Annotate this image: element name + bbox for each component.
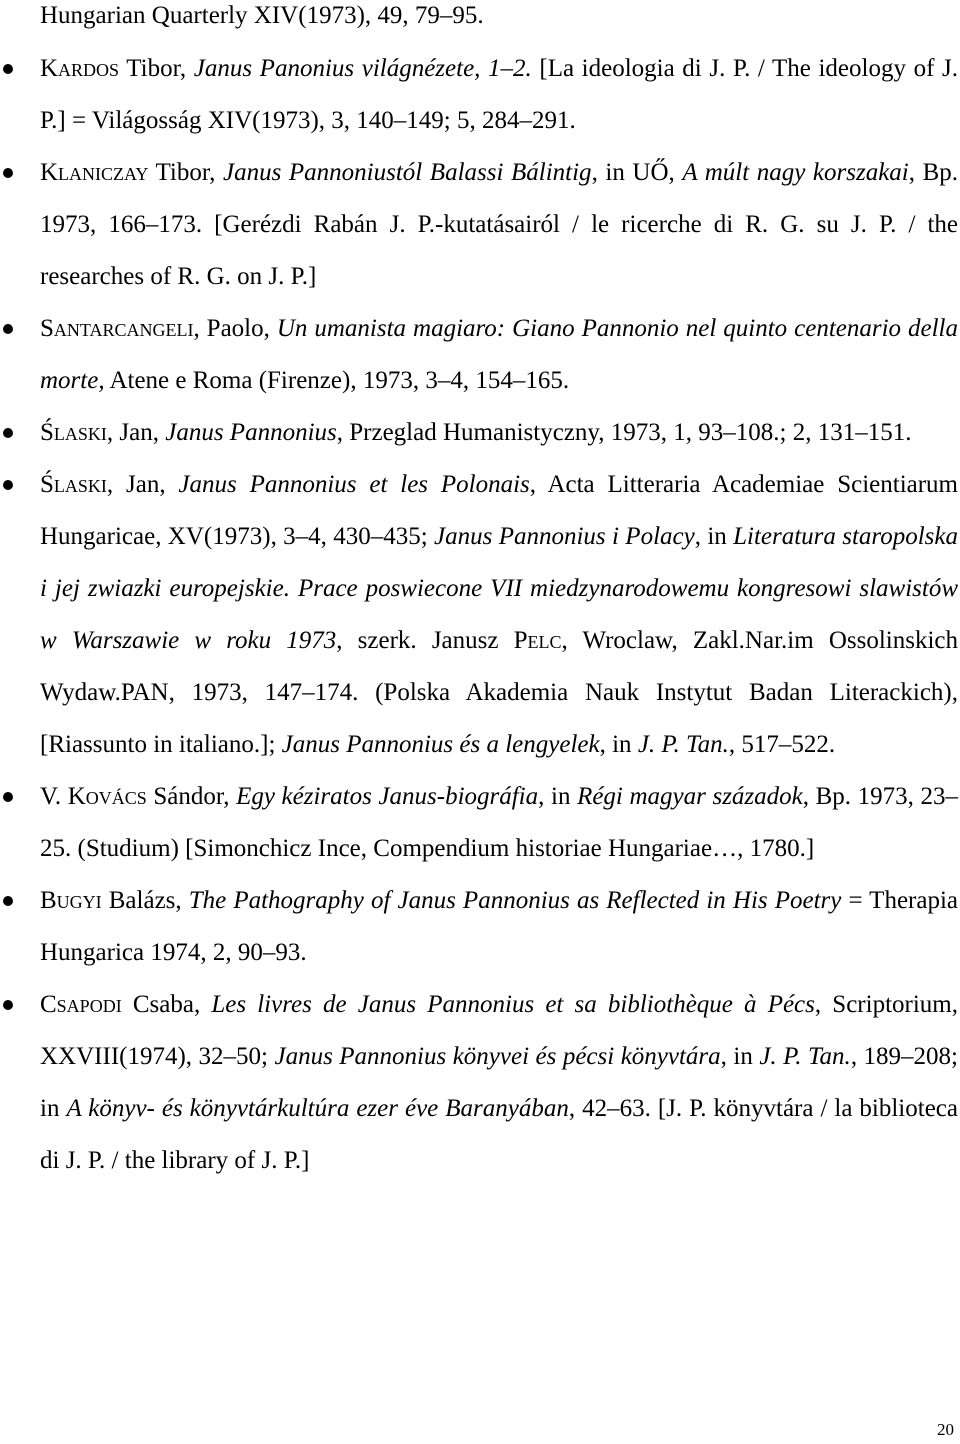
entry-title-text: Janus Pannonius i Polacy [434, 523, 695, 550]
entry-text: , Bp. 1973, 23–25. (Studium) [Simonchicz Ince, Compendium historiae Hungariae…, 1780.] [40, 783, 959, 862]
bullet-icon [3, 792, 13, 802]
entry-author: Ślaski [40, 419, 107, 446]
entry-text: , in [591, 159, 633, 186]
bibliography-entry [0, 459, 958, 771]
entry-text: , in [694, 523, 734, 550]
entry-text: UŐ [632, 159, 669, 186]
entry-text: , Acta Litteraria Academiae Scientiarum Hungaricae, XV(1973), 3–4, 430–435; [40, 471, 959, 550]
entry-title-text: J. P. Tan. [637, 731, 729, 758]
entry-author: Ślaski [40, 471, 107, 498]
bibliography-entry [0, 303, 958, 407]
page-number: 20 [937, 1420, 954, 1439]
entry-text: , 189–208; in [40, 1043, 958, 1122]
entry-title-text: J. P. Tan. [759, 1043, 851, 1070]
entry-title-text: Literatura staropolska i jej zwiazki europejskie. [40, 523, 958, 602]
entry-text: , in [599, 731, 638, 758]
entry-text: Csaba, [121, 991, 212, 1018]
entry-text: Sándor, [146, 783, 237, 810]
entry-title-text: Egy kéziratos Janus-biográfia [236, 783, 539, 810]
entry-text: = Therapia Hungarica 1974, 2, 90–93. [40, 887, 959, 966]
entry-text: Tibor, [119, 55, 194, 82]
entry-author: Bugyi [40, 887, 102, 914]
entry-text: , Paolo, [193, 315, 277, 342]
entry-text: Pelc [513, 627, 562, 654]
entry-title-text: Prace poswiecone VII miedzynarodowemu kongresowi slawistów w Warszawie w roku 1973 [40, 575, 958, 654]
bullet-icon [3, 64, 13, 74]
entry-text: , [668, 159, 683, 186]
entry-title-text: Les livres de Janus Pannonius et sa bibliothèque à Pécs [211, 991, 815, 1018]
entry-author: Santarcangeli [40, 315, 194, 342]
entry-text: Tibor, [148, 159, 223, 186]
entry-title-text: Un umanista magiaro: Giano Pannonio nel quinto centenario della morte, [40, 315, 958, 394]
entry-text: , Bp. 1973, 166–173. [Gerézdi Rabán J. P.-kutatásairól / le ricerche di R. G. su J. P. / the researches of R. G. on J. P.] [40, 159, 958, 290]
entry-title-text: Janus Pannonius et les Polonais [178, 471, 530, 498]
entry-text: , Scriptorium, XXVIII(1974), 32–50; [40, 991, 958, 1070]
entry-author: Csapodi [40, 991, 122, 1018]
entry-title-text: The Pathography of Janus Pannonius as Reflected in His Poetry [188, 887, 842, 914]
continued-entry-line: Hungarian Quarterly XIV(1973), 49, 79–95. [40, 2, 484, 29]
entry-text [290, 575, 298, 602]
bullet-icon [3, 168, 13, 178]
entry-title-text: Régi magyar századok [577, 783, 803, 810]
entry-text: , Wroclaw, Zakl.Nar.im Ossolinskich Wydaw.PAN, 1973, 147–174. (Polska Akademia Nauk Instytut Badan Literackich), [Riassunto in italiano.]; [40, 627, 958, 758]
bibliography-entry [0, 43, 958, 147]
entry-text: , 517–522. [728, 731, 836, 758]
bullet-icon [3, 1000, 13, 1010]
entry-title-text: Janus Pannoniustól Balassi Bálintig [223, 159, 592, 186]
entry-text: , szerk. Janusz [336, 627, 514, 654]
entry-text: , in [538, 783, 578, 810]
entry-text: , Jan, [106, 471, 179, 498]
entry-title-text: Janus Pannonius és a lengyelek [281, 731, 600, 758]
bullet-icon [3, 896, 13, 906]
bibliography-entry [0, 771, 958, 875]
entry-title-text: A könyv- és könyvtárkultúra ezer éve Baranyában [66, 1095, 569, 1122]
entry-text: Balázs, [101, 887, 189, 914]
entry-author: Klaniczay [40, 159, 149, 186]
bullet-icon [3, 428, 13, 438]
entry-title-text: Janus Pannonius [165, 419, 337, 446]
bullet-icon [3, 324, 13, 334]
entry-text: , Przeglad Humanistyczny, 1973, 1, 93–108.; 2, 131–151. [336, 419, 912, 446]
entry-author: V. Kovács [40, 783, 147, 810]
entry-text: , 42–63. [J. P. könyvtára / la biblioteca di J. P. / the library of J. P.] [40, 1095, 958, 1174]
entry-text: , in [720, 1043, 760, 1070]
entry-text: Atene e Roma (Firenze), 1973, 3–4, 154–165. [104, 367, 570, 394]
bibliography-entry [0, 875, 958, 979]
entry-title-text: Janus Panonius világnézete, 1–2. [193, 55, 532, 82]
bibliography-entry [0, 147, 958, 303]
bibliography-entry [0, 979, 958, 1187]
entry-text: [La ideologia di J. P. / The ideology of J. P.] = Világosság XIV(1973), 3, 140–149; 5, 284–291. [40, 55, 958, 134]
entry-title-text: A múlt nagy korszakai [682, 159, 909, 186]
bibliography-list [0, 43, 960, 1187]
entry-title-text: Janus Pannonius könyvei és pécsi könyvtára [274, 1043, 721, 1070]
bibliography-entry [0, 407, 958, 459]
bullet-icon [3, 480, 13, 490]
entry-author: Kardos [40, 55, 120, 82]
entry-text: , Jan, [106, 419, 166, 446]
